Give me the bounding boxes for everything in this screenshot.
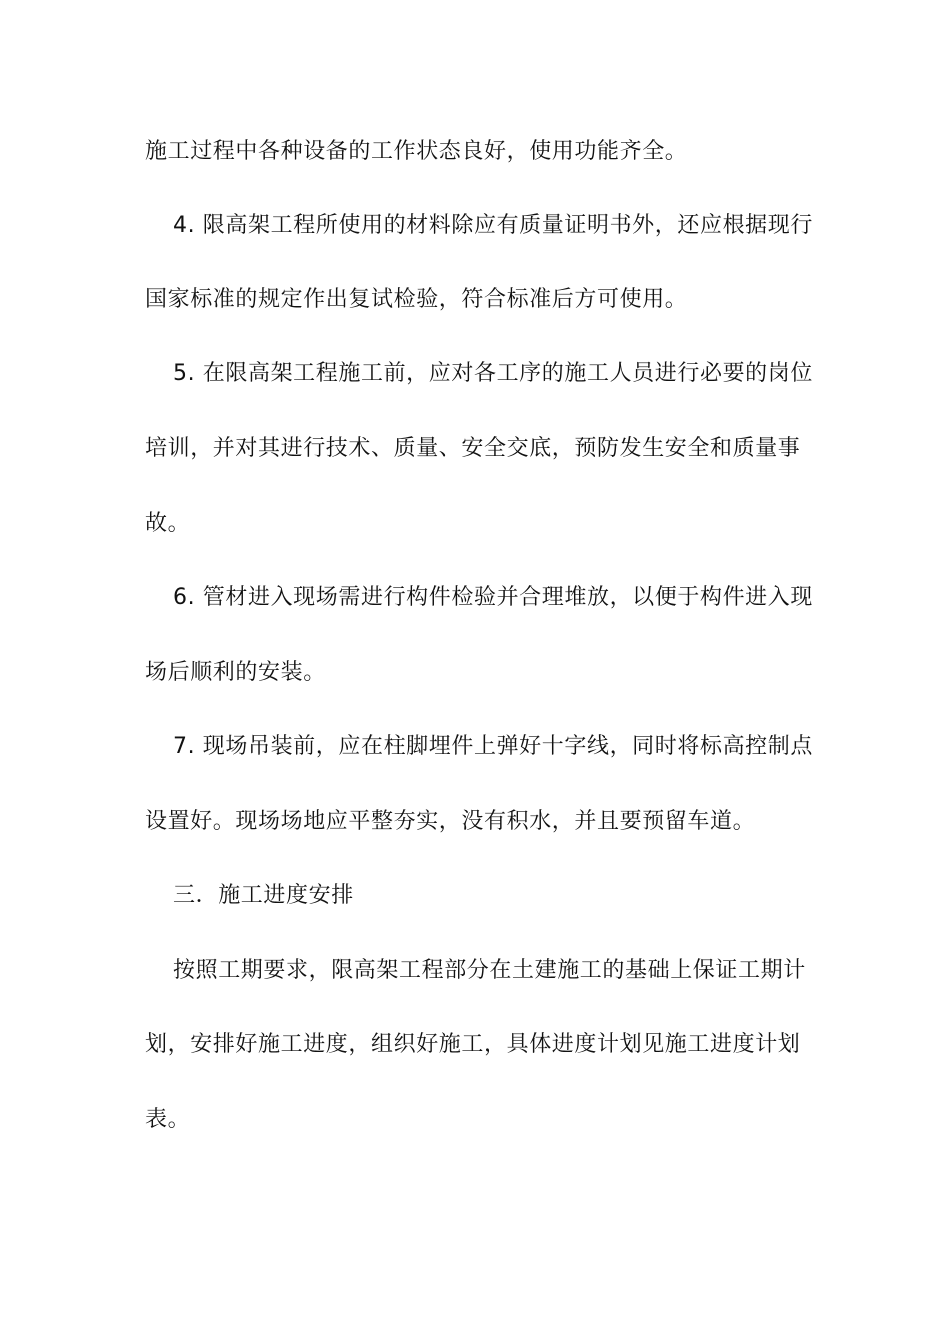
text-line: 培训，并对其进行技术、质量、安全交底，预防发生安全和质量事 [145,436,801,461]
text-line: 设置好。现场场地应平整夯实，没有积水，并且要预留车道。 [145,809,756,834]
text-line-item-4: 4. 限高架工程所使用的材料除应有质量证明书外，还应根据现行 [173,213,813,238]
text-line-item-5: 5. 在限高架工程施工前，应对各工序的施工人员进行必要的岗位 [173,361,813,386]
text-line: 表。 [145,1107,191,1132]
section-heading: 三．施工进度安排 [173,883,354,908]
text-line-item-6: 6. 管材进入现场需进行构件检验并合理堆放，以便于构件进入现 [173,585,813,610]
text-line: 按照工期要求，限高架工程部分在土建施工的基础上保证工期计 [173,958,806,983]
text-line: 场后顺利的安装。 [145,660,326,685]
text-line: 划，安排好施工进度，组织好施工，具体进度计划见施工进度计划 [145,1032,801,1057]
text-line: 故。 [145,511,191,536]
text-line-item-7: 7. 现场吊装前，应在柱脚埋件上弹好十字线，同时将标高控制点 [173,734,813,759]
text-line: 施工过程中各种设备的工作状态良好，使用功能齐全。 [145,139,688,164]
text-line: 国家标准的规定作出复试检验，符合标准后方可使用。 [145,287,688,312]
